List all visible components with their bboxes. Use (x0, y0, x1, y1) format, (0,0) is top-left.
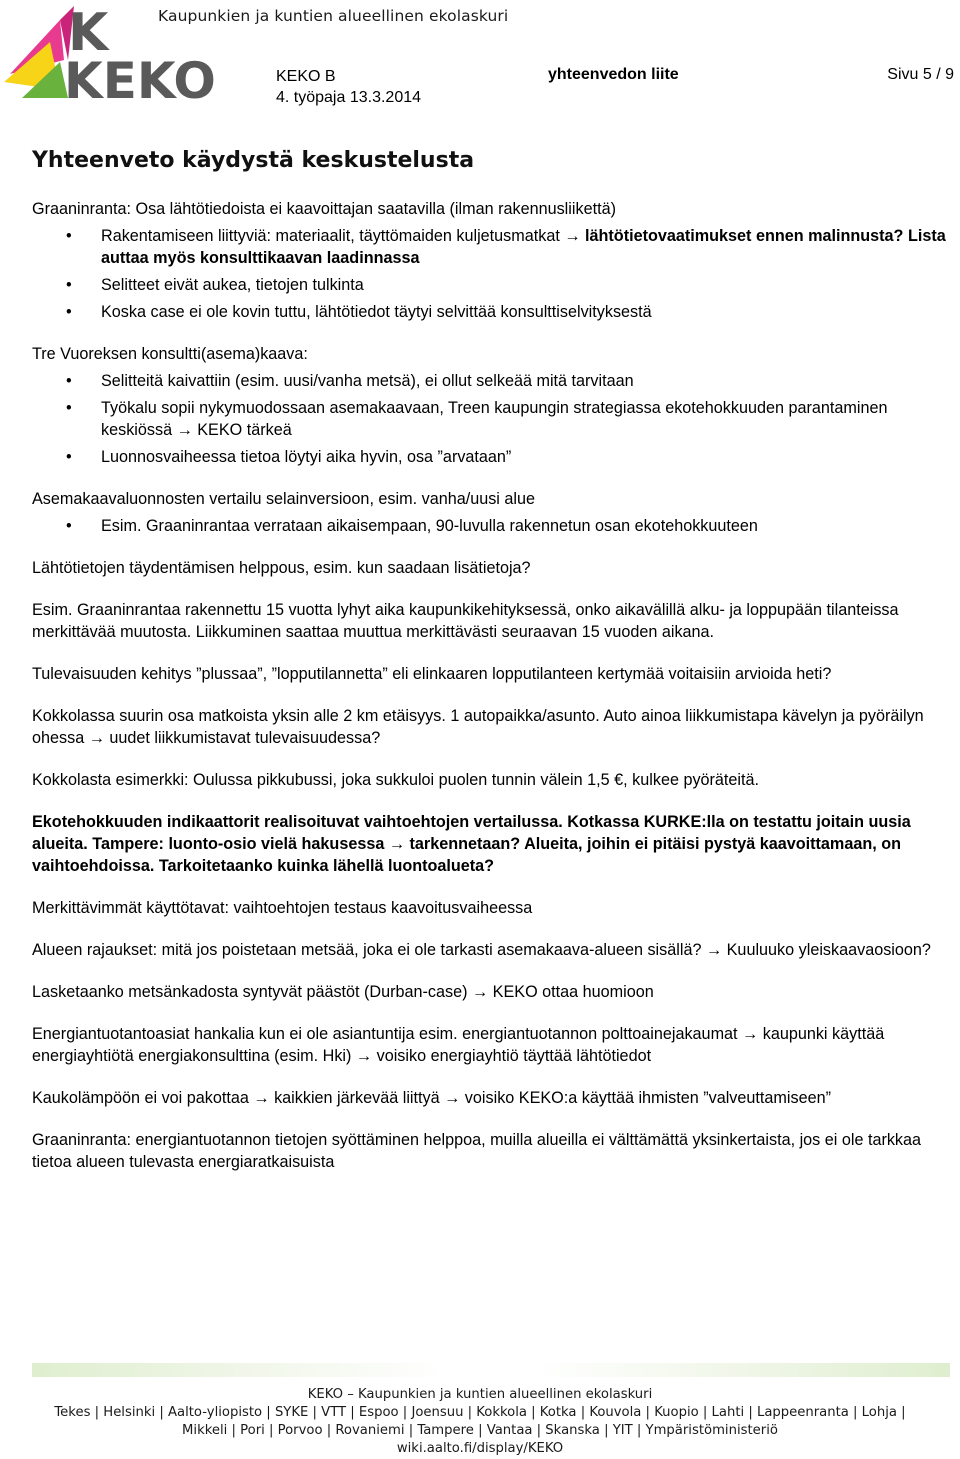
footer-title: KEKO – Kaupunkien ja kuntien alueellinen ekolaskuri (307, 1387, 653, 1402)
list-item: • Rakentamiseen liittyviä: materiaalit, täyttömaiden kuljetusmatkat → lähtötietovaatimukset ennen malinnusta? Lista auttaa myös konsulttikaavan laadinnassa (66, 227, 946, 267)
list-item: • Esim. Graaninrantaa verrataan aikaisempaan, 90-luvulla rakennetun osan ekotehokkuuteen (66, 517, 758, 535)
list-item: • Luonnosvaiheessa tietoa löytyi aika hyvin, osa ”arvataan” (66, 448, 512, 466)
keko-logo-graphic (2, 2, 216, 110)
paragraph-merkittavimmat: Merkittävimmät käyttötavat: vaihtoehtojen testaus kaavoitusvaiheessa (32, 899, 533, 917)
asema-heading: Asemakaavaluonnosten vertailu selainversioon, esim. vanha/uusi alue (32, 490, 536, 508)
graaninranta-heading: Graaninranta: Osa lähtötiedoista ei kaavoittajan saatavilla (ilman rakennusliikettä) (32, 200, 616, 218)
footer-divider (32, 1363, 950, 1377)
arrow-icon: → (388, 835, 406, 853)
keko-logo (2, 2, 216, 110)
bullet-icon: • (66, 227, 72, 245)
bullet-icon: • (66, 276, 72, 294)
arrow-icon: → (444, 1089, 461, 1107)
footer-url[interactable]: wiki.aalto.fi/display/KEKO (396, 1441, 564, 1456)
arrow-icon: → (253, 1089, 270, 1107)
tre-list (32, 370, 958, 468)
list-item: • Selitteitä kaivattiin (esim. uusi/vanha metsä), ei ollut selkeää mitä tarvitaan (66, 372, 634, 390)
bullet-icon: • (66, 372, 72, 390)
bullet-icon: • (66, 303, 72, 321)
page-title: Yhteenveto käydystä keskustelusta (32, 148, 475, 173)
arrow-icon: → (472, 983, 489, 1001)
paragraph-graaninranta-2: Graaninranta: energiantuotannon tietojen syöttäminen helppoa, muilla alueilla ei välttämättä yksinkertaista, jos ei ole tarkkaa tietoa alueen tulevasta energiaratkaisuista (32, 1131, 922, 1171)
organization-name: Kaupunkien ja kuntien alueellinen ekolaskuri (158, 7, 509, 25)
footer (0, 1386, 960, 1458)
paragraph-kokkola-1: Kokkolassa suurin osa matkoista yksin alle 2 km etäisyys. 1 autopaikka/asunto. Auto ainoa liikkumistapa kävelyn ja pyöräilyn ohessa → uudet liikkumistavat tulevaisuudessa? (32, 707, 924, 747)
paragraph-energia: Energiantuotantoasiat hankalia kun ei ole asiantuntija esim. energiantuotannon polttoainejakaumat → kaupunki käyttää energiayhtiötä energiakonsulttina (esim. Hki) → voisiko energiayhtiö täyttää lähtötiedot (32, 1025, 885, 1065)
list-item: • Työkalu sopii nykymuodossaan asemakaavaan, Treen kaupungin strategiassa ekotehokkuuden parantaminen keskiössä → KEKO tärkeä (66, 399, 888, 439)
list-item: • Selitteet eivät aukea, tietojen tulkinta (66, 276, 364, 294)
arrow-icon: → (355, 1047, 373, 1065)
asema-list (32, 515, 958, 537)
logo-letter-k: K (68, 3, 109, 63)
graaninranta-list (32, 225, 958, 323)
page-number: Sivu 5 / 9 (887, 66, 954, 83)
footer-partners-1: Tekes | Helsinki | Aalto-yliopisto | SYKE | VTT | Espoo | Joensuu | Kokkola | Kotka | Kouvola | Kuopio | Lahti | Lappeenranta | Lohja | (54, 1405, 906, 1420)
paragraph-esim: Esim. Graaninrantaa rakennettu 15 vuotta lyhyt aika kaupunkikehityksessä, onko aikavälillä alku- ja loppupään tilanteissa merkittävää muutosta. Liikkuminen saattaa muuttua merkittävästi seuraavan 15 vuoden aikana. (32, 601, 899, 641)
paragraph-indikaattorit: Ekotehokkuuden indikaattorit realisoituvat vaihtoehtojen vertailussa. Kotkassa KURKE:lla on testattu joitain uusia alueita. Tampere: luonto-osio vielä hakusessa → tarkennetaan? Alueita, joihin ei pitäisi pystyä kaavoittamaan, on vaihtoehdoissa. Tarkoitetaanko kuinka lähellä luontoalueta? (32, 813, 911, 875)
arrow-icon: → (564, 227, 581, 245)
bullet-icon: • (66, 399, 72, 417)
paragraph-tulevaisuus: Tulevaisuuden kehitys ”plussaa”, ”lopputilannetta” eli elinkaaren lopputilanteen kertymää voitaisiin arvioida heti? (32, 665, 832, 683)
paragraph-kokkola-2: Kokkolasta esimerkki: Oulussa pikkubussi, joka sukkuloi puolen tunnin välein 1,5 €, kulkee pyöräteitä. (32, 771, 760, 789)
arrow-icon: → (88, 729, 105, 747)
footer-partners-2: Mikkeli | Pori | Porvoo | Rovaniemi | Tampere | Vantaa | Skanska | YIT | Ympäristöministeriö (182, 1423, 778, 1438)
bullet-icon: • (66, 517, 72, 535)
paragraph-kaukolampo: Kaukolämpöön ei voi pakottaa → kaikkien järkevää liittyä → voisiko KEKO:a käyttää ihmisten ”valveuttamiseen” (32, 1089, 831, 1107)
arrow-icon: → (705, 941, 723, 959)
doc-code: KEKO B (276, 68, 336, 85)
header-left (276, 66, 421, 108)
paragraph-lahtotiedot: Lähtötietojen täydentämisen helppous, esim. kun saadaan lisätietoja? (32, 559, 531, 577)
workshop-date: 4. työpaja 13.3.2014 (276, 89, 422, 106)
arrow-icon: → (742, 1025, 759, 1043)
bullet-icon: • (66, 448, 72, 466)
document-body (32, 146, 958, 1193)
paragraph-metsankadosta: Lasketaanko metsänkadosta syntyvät päästöt (Durban-case) → KEKO ottaa huomioon (32, 983, 654, 1001)
arrow-icon: → (176, 421, 193, 439)
tre-heading: Tre Vuoreksen konsultti(asema)kaava: (32, 345, 308, 363)
doc-type: yhteenvedon liite (548, 66, 679, 83)
paragraph-rajaukset: Alueen rajaukset: mitä jos poistetaan metsää, joka ei ole tarkasti asemakaava-alueen sisällä? → Kuuluuko yleiskaavaosioon? (32, 941, 931, 959)
logo-wordmark: KEKO (64, 52, 216, 110)
list-item: • Koska case ei ole kovin tuttu, lähtötiedot täytyi selvittää konsulttiselvityksestä (66, 303, 652, 321)
